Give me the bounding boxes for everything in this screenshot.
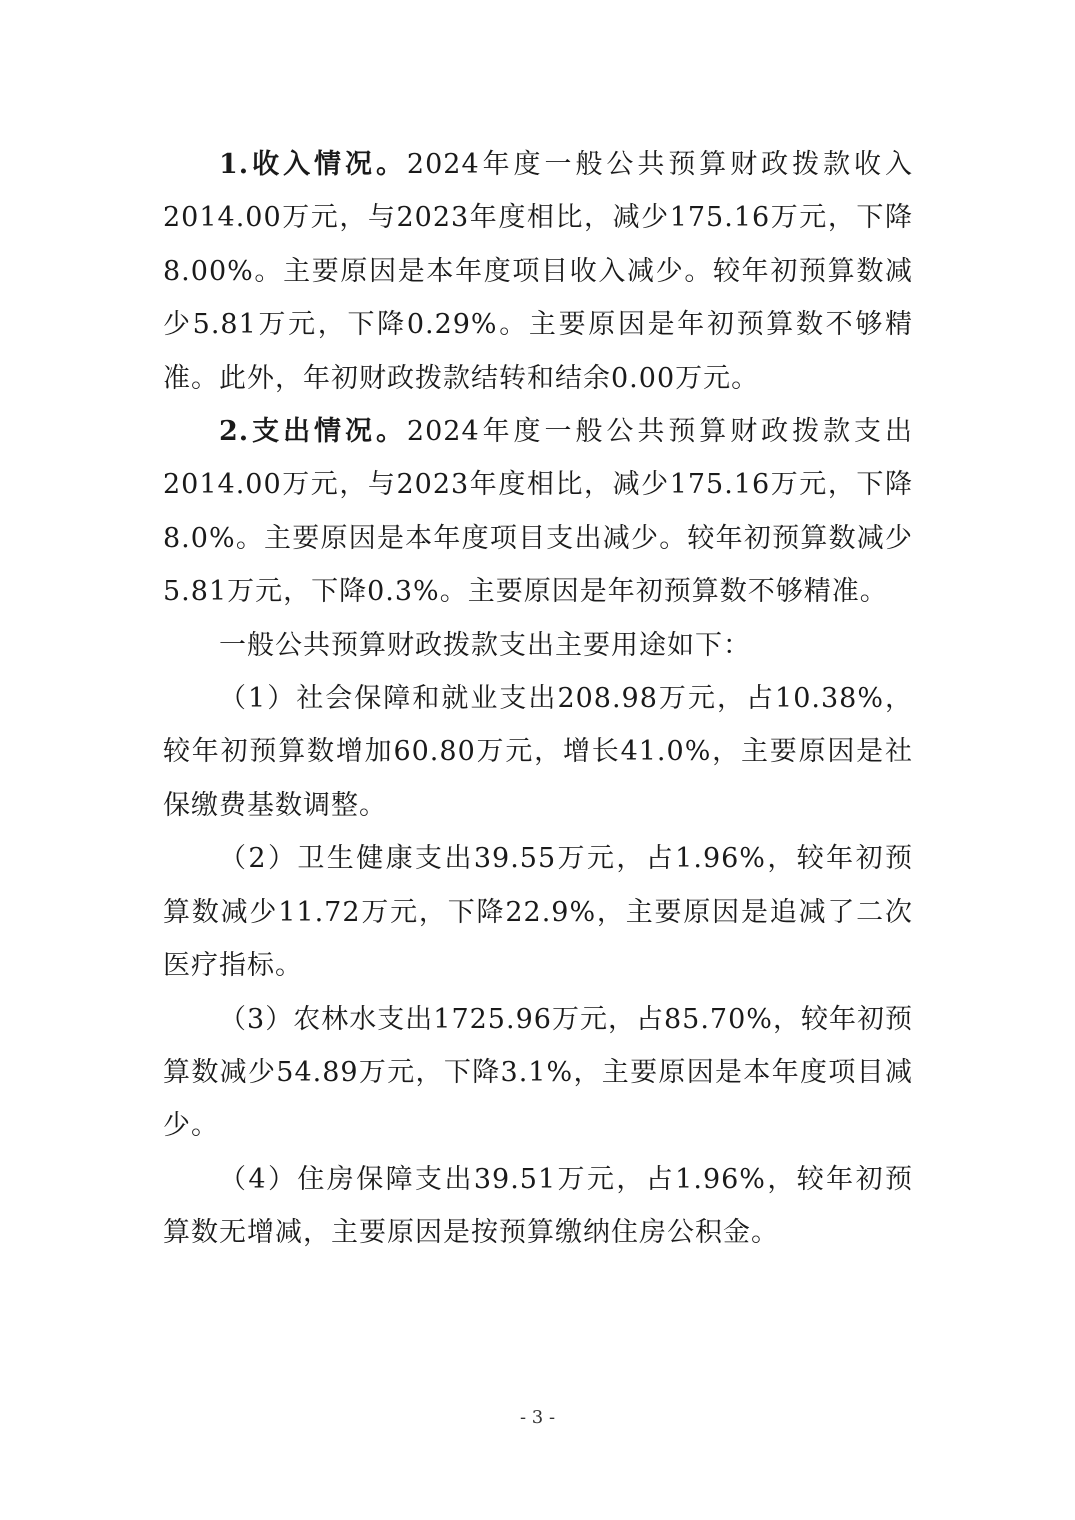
heading-income: 1.收入情况。	[219, 149, 407, 180]
document-body	[163, 138, 913, 1260]
income-text: 2024年度一般公共预算财政拨款收入2014.00万元，与2023年度相比，减少175.16万元，下降8.00%。主要原因是本年度项目收入减少。较年初预算数减少5.81万元，下降0.29%。主要原因是年初预算数不够精准。此外，年初财政拨款结转和结余0.00万元。	[163, 149, 913, 394]
paragraph-intro: 一般公共预算财政拨款支出主要用途如下：	[219, 629, 751, 661]
page-number: - 3 -	[519, 1407, 556, 1428]
list-item-social-security: （1）社会保障和就业支出208.98万元，占10.38%，较年初预算数增加60.80万元，增长41.0%，主要原因是社保缴费基数调整。	[163, 683, 913, 821]
list-item-agriculture: （3）农林水支出1725.96万元，占85.70%，较年初预算数减少54.89万元，下降3.1%，主要原因是本年度项目减少。	[163, 1003, 913, 1142]
expenditure-text: 2024年度一般公共预算财政拨款支出2014.00万元，与2023年度相比，减少175.16万元，下降8.0%。主要原因是本年度项目支出减少。较年初预算数减少5.81万元，下降0.3%。主要原因是年初预算数不够精准。	[163, 416, 913, 608]
list-item-health: （2）卫生健康支出39.55万元，占1.96%，较年初预算数减少11.72万元，下降22.9%，主要原因是追减了二次医疗指标。	[163, 843, 913, 982]
paragraph-expenditure	[163, 405, 913, 619]
paragraph-income	[163, 138, 913, 405]
heading-expenditure: 2.支出情况。	[219, 416, 407, 448]
list-item-housing: （4）住房保障支出39.51万元，占1.96%，较年初预算数无增减，主要原因是按预算缴纳住房公积金。	[163, 1163, 913, 1249]
